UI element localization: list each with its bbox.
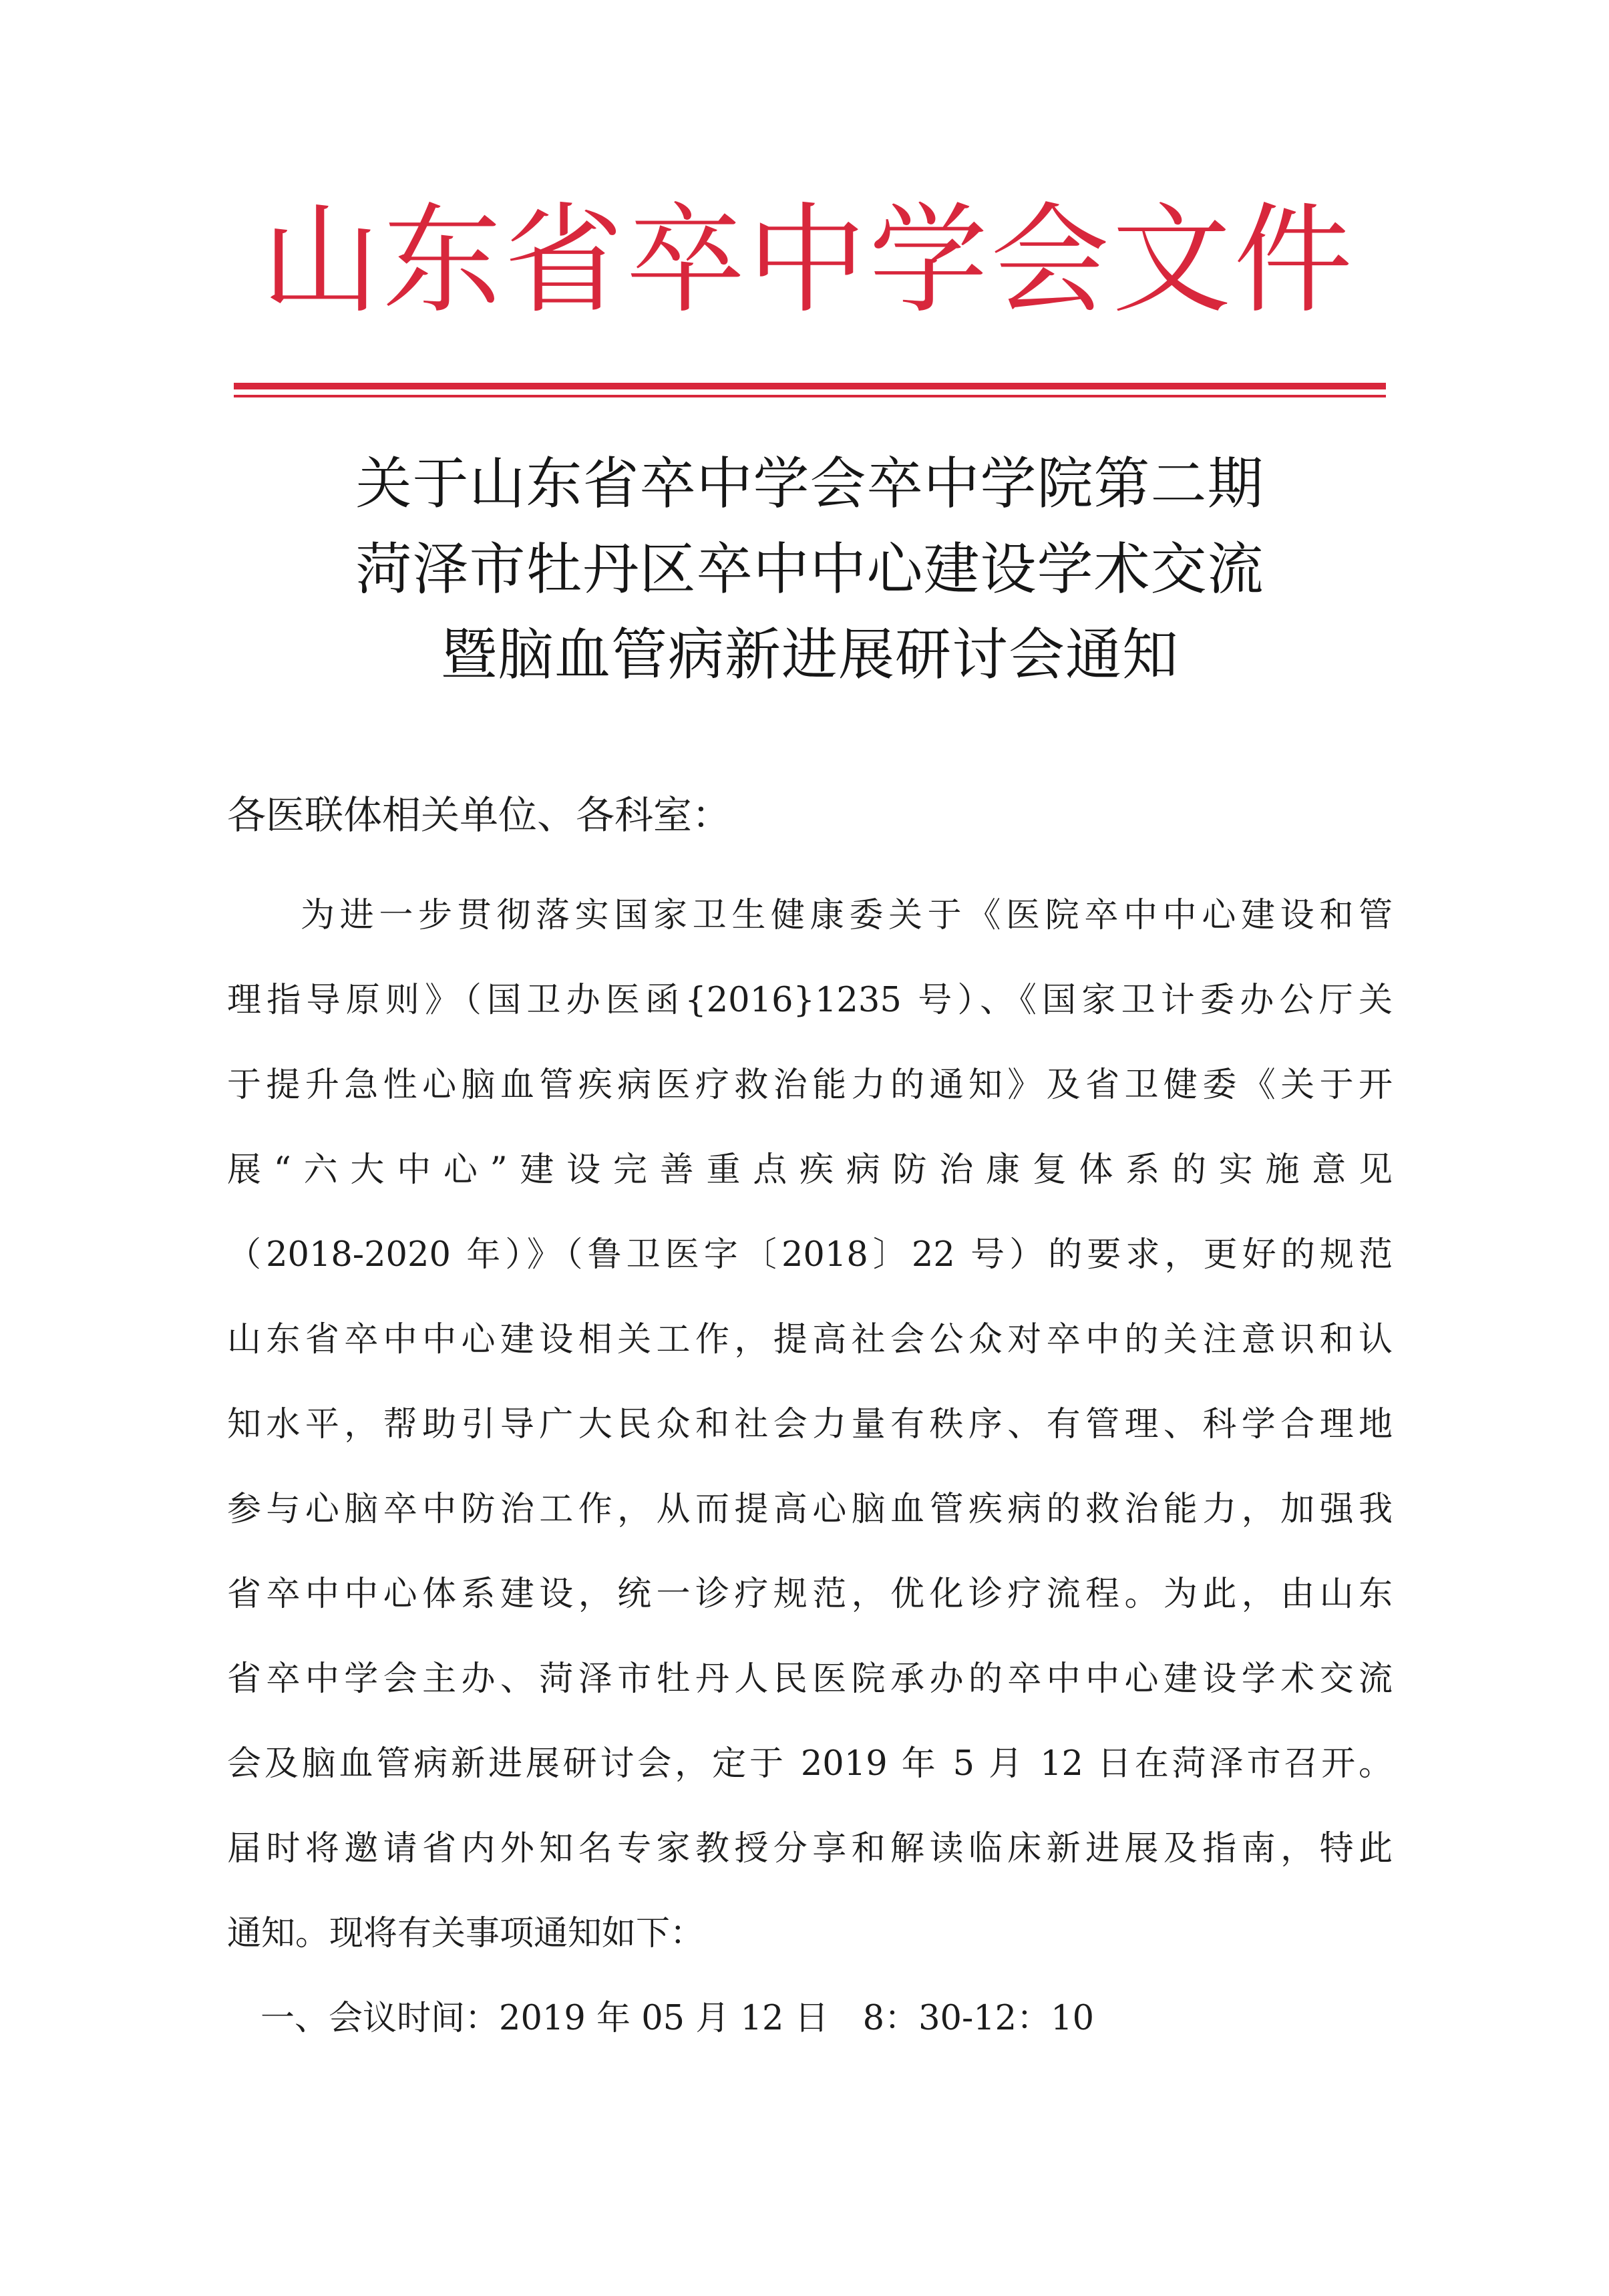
- paragraph-line: 届时将邀请省内外知名专家教授分享和解读临床新进展及指南，特此: [227, 1829, 1393, 1868]
- paragraph-line: （2018-2020 年）》（鲁卫医字〔2018〕22 号）的要求，更好的规范: [227, 1235, 1393, 1275]
- notice-title: [234, 441, 1386, 697]
- paragraph-line: 通知。现将有关事项通知如下：: [227, 1914, 705, 1953]
- main-paragraph: [227, 873, 1393, 1976]
- header-red-rule-thin: [234, 395, 1386, 397]
- meeting-time-range: 8：30-12：10: [862, 1999, 1095, 2038]
- paragraph-line: 知水平，帮助引导广大民众和社会力量有秩序、有管理、科学合理地: [227, 1405, 1393, 1444]
- meeting-time-item: [227, 1976, 1393, 2061]
- document-header-title: 山东省卒中学会文件: [261, 191, 1355, 329]
- paragraph-line: 山东省卒中中心建设相关工作，提高社会公众对卒中的关注意识和认: [227, 1320, 1393, 1359]
- paragraph-line: 为进一步贯彻落实国家卫生健康委关于《医院卒中中心建设和管: [301, 896, 1393, 935]
- notice-title-line: 菏泽市牡丹区卒中中心建设学术交流: [355, 536, 1264, 602]
- notice-title-line: 关于山东省卒中学会卒中学院第二期: [355, 451, 1264, 516]
- salutation: 各医联体相关单位、各科室：: [227, 792, 731, 838]
- meeting-time-label: 一、会议时间：2019 年 05 月 12 日: [260, 1999, 829, 2038]
- notice-body: [227, 788, 1393, 2061]
- paragraph-line: 于提升急性心脑血管疾病医疗救治能力的通知》及省卫健委《关于开: [227, 1065, 1393, 1105]
- paragraph-line: 展“六大中心”建设完善重点疾病防治康复体系的实施意见: [227, 1150, 1393, 1190]
- paragraph-line: 参与心脑卒中防治工作，从而提高心脑血管疾病的救治能力，加强我: [227, 1490, 1393, 1529]
- paragraph-line: 理指导原则》（国卫办医函{2016}1235 号）、《国家卫计委办公厅关: [227, 981, 1393, 1020]
- header-red-rule-thick: [234, 383, 1386, 389]
- paragraph-line: 会及脑血管病新进展研讨会，定于 2019 年 5 月 12 日在菏泽市召开。: [227, 1744, 1393, 1784]
- paragraph-line: 省卒中学会主办、菏泽市牡丹人民医院承办的卒中中心建设学术交流: [227, 1659, 1393, 1699]
- paragraph-line: 省卒中中心体系建设，统一诊疗规范，优化诊疗流程。为此，由山东: [227, 1575, 1393, 1614]
- notice-title-line: 暨脑血管病新进展研讨会通知: [440, 622, 1179, 687]
